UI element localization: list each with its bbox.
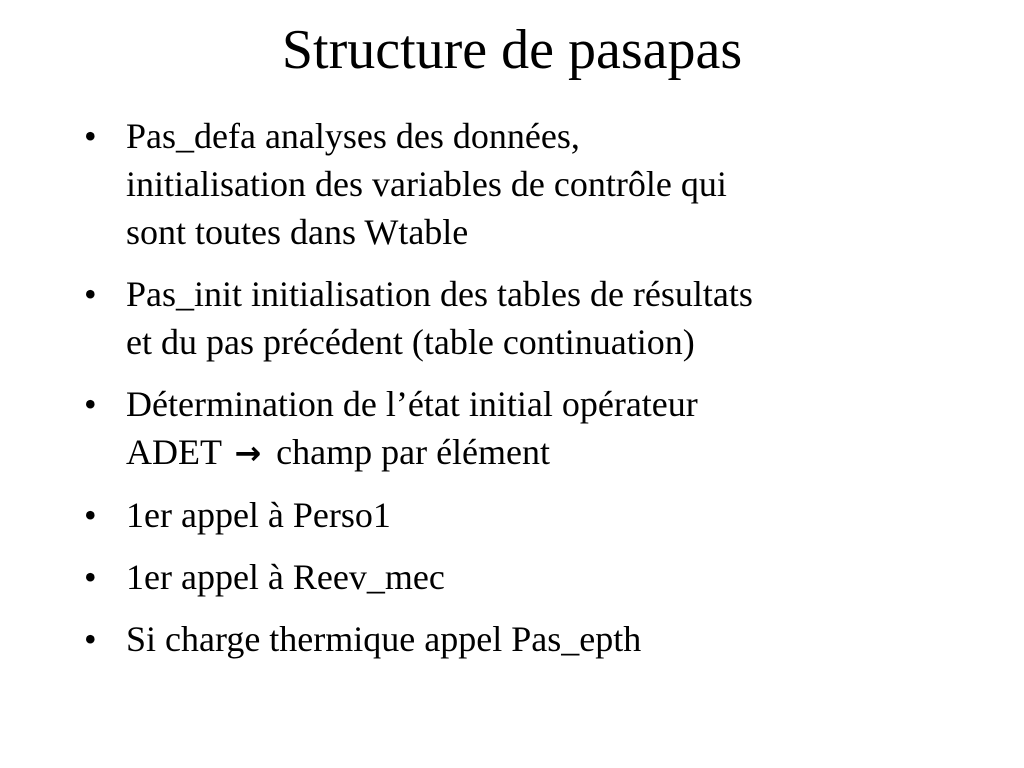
bullet-2-line-1: Pas_init initialisation des tables de résultats	[126, 274, 753, 314]
bullet-icon: •	[84, 495, 97, 535]
bullet-1-line-3: sont toutes dans Wtable	[126, 212, 469, 252]
bullet-3-line-2	[126, 428, 944, 477]
bullet-icon: •	[84, 557, 97, 597]
bullet-6-line-1: Si charge thermique appel Pas_epth	[126, 619, 642, 659]
bullet-icon: •	[84, 116, 97, 156]
bullet-1-line-2: initialisation des variables de contrôle qui	[126, 164, 727, 204]
bullet-item-1	[84, 112, 944, 256]
bullet-3-line-2-after: champ par élément	[276, 432, 551, 472]
slide-title: Structure de pasapas	[281, 19, 743, 81]
bullet-item-5	[84, 553, 944, 601]
bullet-item-4	[84, 491, 944, 539]
bullet-icon: •	[84, 274, 97, 314]
bullet-4-line-1: 1er appel à Perso1	[126, 495, 391, 535]
bullet-list	[84, 112, 944, 677]
bullet-3-line-1: Détermination de l’état initial opérateur	[126, 384, 698, 424]
bullet-3-line-2-before: ADET	[126, 432, 222, 472]
bullet-2-line-2: et du pas précédent (table continuation)	[126, 322, 695, 362]
bullet-item-2	[84, 270, 944, 366]
bullet-icon: •	[84, 619, 97, 659]
bullet-item-6	[84, 615, 944, 663]
bullet-icon: •	[84, 384, 97, 424]
right-arrow-icon: →	[234, 434, 262, 472]
bullet-5-line-1: 1er appel à Reev_mec	[126, 557, 445, 597]
bullet-1-line-1: Pas_defa analyses des données,	[126, 116, 580, 156]
bullet-item-3	[84, 380, 944, 477]
